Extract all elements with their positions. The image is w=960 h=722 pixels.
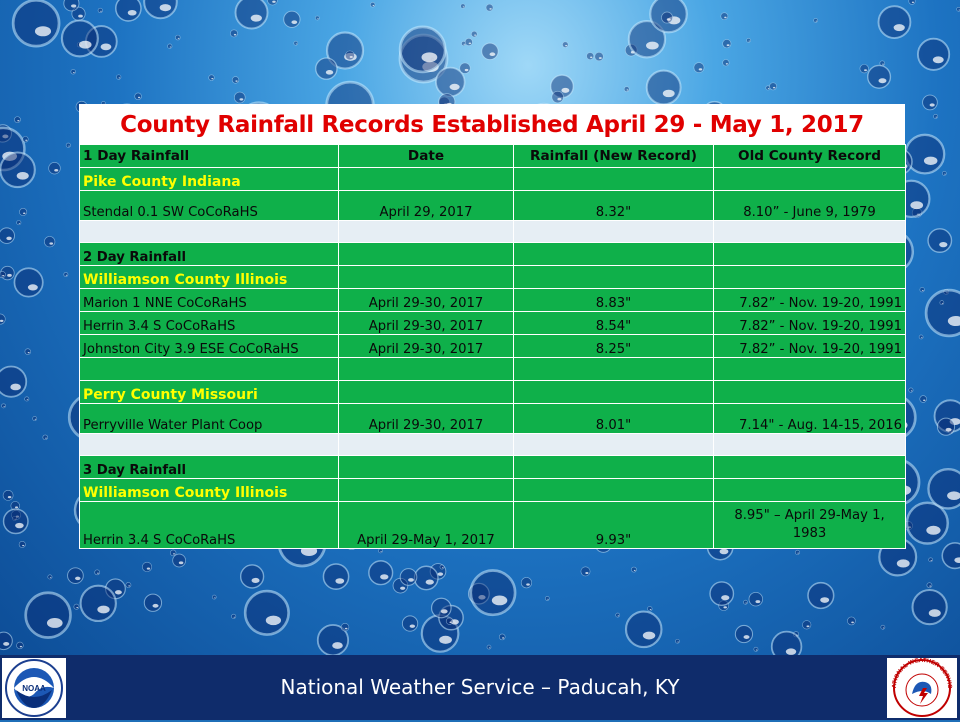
- droplet: [860, 64, 869, 73]
- droplet: [241, 565, 264, 588]
- nws-seal-icon: [887, 658, 957, 718]
- droplet: [487, 645, 491, 649]
- droplet: [926, 290, 960, 336]
- droplet: [626, 612, 661, 647]
- table-row: [80, 502, 906, 549]
- empty-cell: [514, 381, 714, 404]
- empty-cell: [339, 243, 514, 266]
- droplet: [808, 583, 834, 609]
- droplet: [232, 77, 239, 84]
- droplet: [234, 92, 245, 103]
- old-record-cell: 7.82” - Nov. 19-20, 1991: [714, 289, 906, 312]
- droplet: [49, 162, 61, 174]
- old-record-cell: 7.14" - Aug. 14-15, 2016: [714, 404, 906, 434]
- section-label: 2 Day Rainfall: [80, 243, 339, 266]
- droplet: [33, 416, 37, 420]
- table-row: [80, 243, 906, 266]
- droplet: [802, 621, 811, 630]
- droplet: [940, 301, 944, 305]
- date-cell: April 29-May 1, 2017: [339, 502, 514, 549]
- droplet: [0, 314, 5, 324]
- droplet: [62, 20, 98, 56]
- table-row: [80, 168, 906, 191]
- empty-cell: [339, 434, 514, 456]
- table-row: [80, 289, 906, 312]
- droplet: [212, 595, 216, 599]
- date-cell: April 29-30, 2017: [339, 335, 514, 358]
- droplet: [236, 0, 268, 29]
- droplet: [209, 75, 215, 81]
- date-cell: April 29-30, 2017: [339, 404, 514, 434]
- section-label: 3 Day Rainfall: [80, 456, 339, 479]
- droplet: [675, 639, 679, 643]
- empty-cell: [339, 381, 514, 404]
- droplet: [432, 598, 452, 618]
- droplet: [26, 593, 71, 638]
- empty-cell: [514, 434, 714, 456]
- droplet: [909, 388, 913, 392]
- empty-cell: [514, 479, 714, 502]
- droplet: [144, 0, 177, 18]
- droplet: [879, 6, 911, 38]
- empty-cell: [339, 168, 514, 191]
- droplet: [942, 171, 946, 175]
- droplet: [370, 2, 375, 7]
- droplet: [471, 570, 515, 614]
- droplet: [23, 136, 29, 142]
- table-row-blank: [80, 434, 906, 456]
- rain-cell: 8.32": [514, 191, 714, 221]
- droplet: [175, 35, 180, 40]
- table-row: [80, 404, 906, 434]
- droplet: [647, 71, 681, 105]
- droplet: [25, 397, 29, 401]
- droplet: [868, 65, 891, 88]
- table-header-row: [80, 145, 906, 168]
- rain-cell: 9.93": [514, 502, 714, 549]
- droplet: [920, 396, 927, 403]
- empty-cell: [714, 479, 906, 502]
- droplet: [4, 509, 28, 533]
- droplet: [923, 95, 938, 110]
- station-cell: Stendal 0.1 SW CoCoRaHS: [80, 191, 339, 221]
- header-cell: Old County Record: [714, 145, 906, 168]
- droplet: [19, 208, 26, 215]
- droplet: [116, 75, 121, 80]
- droplet: [230, 30, 237, 37]
- noaa-seal-icon: [2, 658, 66, 718]
- table-row: [80, 335, 906, 358]
- droplet: [436, 68, 465, 97]
- droplet: [465, 38, 472, 45]
- droplet: [462, 41, 466, 45]
- droplet: [0, 228, 15, 244]
- droplet: [723, 60, 730, 67]
- droplet: [316, 58, 337, 79]
- droplet: [446, 618, 453, 625]
- records-table-container: [79, 104, 905, 549]
- droplet: [486, 4, 493, 11]
- table-row: [80, 312, 906, 335]
- droplet: [68, 568, 84, 584]
- footer-text: National Weather Service – Paducah, KY: [280, 675, 680, 699]
- droplet: [170, 550, 176, 556]
- rain-cell: 8.83": [514, 289, 714, 312]
- droplet: [415, 566, 438, 589]
- droplet: [552, 91, 564, 103]
- empty-cell: [514, 221, 714, 243]
- droplet: [747, 38, 751, 42]
- table-row-blank: [80, 221, 906, 243]
- droplet: [3, 490, 13, 500]
- droplet: [919, 335, 923, 339]
- droplet: [909, 0, 915, 4]
- droplet: [562, 42, 568, 48]
- droplet: [95, 570, 100, 575]
- table-row: [80, 266, 906, 289]
- empty-cell: [80, 358, 339, 381]
- droplet: [378, 549, 382, 553]
- empty-cell: [339, 221, 514, 243]
- droplet: [345, 51, 354, 60]
- empty-cell: [339, 456, 514, 479]
- droplet: [173, 554, 186, 567]
- droplet: [735, 625, 752, 642]
- droplet: [749, 592, 763, 606]
- droplet: [294, 41, 298, 45]
- droplet: [942, 543, 960, 569]
- station-cell: Johnston City 3.9 ESE CoCoRaHS: [80, 335, 339, 358]
- empty-cell: [714, 381, 906, 404]
- page-title: County Rainfall Records Established April 29 - May 1, 2017: [79, 104, 905, 144]
- droplet: [14, 117, 20, 123]
- droplet: [460, 63, 471, 74]
- droplet: [440, 565, 444, 569]
- droplet: [25, 349, 31, 355]
- noaa-text: NOAA: [22, 684, 46, 693]
- droplet: [64, 0, 79, 11]
- droplet: [934, 114, 938, 118]
- droplet: [135, 93, 142, 100]
- droplet: [0, 271, 5, 277]
- droplet: [721, 13, 728, 20]
- droplet: [43, 435, 48, 440]
- droplet: [929, 558, 933, 562]
- header-cell: 1 Day Rainfall: [80, 145, 339, 168]
- empty-cell: [714, 456, 906, 479]
- empty-cell: [514, 358, 714, 381]
- droplet: [710, 582, 733, 605]
- droplet: [245, 591, 288, 634]
- empty-cell: [80, 434, 339, 456]
- droplet: [587, 53, 594, 60]
- rain-cell: 8.25": [514, 335, 714, 358]
- empty-cell: [714, 434, 906, 456]
- droplet: [937, 418, 954, 435]
- droplet: [769, 83, 776, 90]
- droplet: [957, 7, 960, 11]
- droplet: [754, 647, 758, 651]
- droplet: [116, 0, 141, 21]
- droplet: [74, 604, 79, 609]
- droplet: [631, 567, 636, 572]
- droplet: [920, 287, 925, 292]
- droplet: [461, 4, 466, 9]
- empty-cell: [514, 168, 714, 191]
- footer-bar: [0, 655, 960, 720]
- date-cell: April 29, 2017: [339, 191, 514, 221]
- droplet: [64, 272, 68, 276]
- droplet: [1, 404, 5, 408]
- empty-cell: [514, 243, 714, 266]
- table-row: [80, 456, 906, 479]
- county-label: Perry County Missouri: [80, 381, 339, 404]
- table-row: [80, 191, 906, 221]
- droplet: [144, 594, 161, 611]
- droplet: [0, 367, 26, 397]
- droplet: [647, 606, 652, 611]
- droplet: [521, 577, 531, 587]
- old-record-cell: 7.82” - Nov. 19-20, 1991: [714, 335, 906, 358]
- droplet: [913, 590, 947, 624]
- old-record-cell: 7.82” - Nov. 19-20, 1991: [714, 312, 906, 335]
- rain-cell: 8.01": [514, 404, 714, 434]
- droplet: [499, 634, 505, 640]
- table-row: [80, 381, 906, 404]
- droplet: [907, 503, 948, 544]
- droplet: [369, 561, 393, 585]
- empty-cell: [714, 358, 906, 381]
- droplet: [284, 11, 300, 27]
- droplet: [772, 632, 802, 655]
- noaa-logo: [2, 658, 66, 718]
- droplet: [14, 268, 42, 296]
- empty-cell: [514, 456, 714, 479]
- station-cell: Herrin 3.4 S CoCoRaHS: [80, 502, 339, 549]
- empty-cell: [339, 479, 514, 502]
- droplet: [881, 625, 885, 629]
- droplet: [847, 617, 855, 625]
- empty-cell: [339, 266, 514, 289]
- droplet: [400, 27, 445, 72]
- station-cell: Herrin 3.4 S CoCoRaHS: [80, 312, 339, 335]
- old-record-cell: 8.95" – April 29-May 1, 1983: [714, 502, 906, 549]
- table-row: [80, 479, 906, 502]
- empty-cell: [514, 266, 714, 289]
- droplet: [927, 583, 932, 588]
- rainfall-records-table: [79, 144, 906, 549]
- droplet: [402, 616, 417, 631]
- droplet: [315, 16, 319, 20]
- droplet: [814, 18, 818, 22]
- droplet: [71, 69, 76, 74]
- county-label: Pike County Indiana: [80, 168, 339, 191]
- station-cell: Marion 1 NNE CoCoRaHS: [80, 289, 339, 312]
- droplet: [743, 600, 747, 604]
- droplet: [98, 8, 103, 13]
- droplet: [19, 541, 25, 547]
- date-cell: April 29-30, 2017: [339, 289, 514, 312]
- droplet: [471, 31, 477, 37]
- droplet: [795, 550, 799, 554]
- droplet: [267, 0, 277, 5]
- droplet: [168, 44, 172, 48]
- droplet: [400, 569, 417, 586]
- county-label: Williamson County Illinois: [80, 266, 339, 289]
- droplet: [341, 623, 349, 631]
- droplet: [545, 596, 549, 600]
- nws-arc-text: ATIONAL WEATHER SERVIC: [891, 658, 953, 689]
- droplet: [624, 87, 629, 92]
- rain-cell: 8.54": [514, 312, 714, 335]
- droplet: [323, 564, 348, 589]
- table-row-empty: [80, 358, 906, 381]
- empty-cell: [80, 221, 339, 243]
- empty-cell: [714, 243, 906, 266]
- droplet: [16, 642, 23, 649]
- droplet: [581, 567, 590, 576]
- empty-cell: [714, 221, 906, 243]
- droplet: [918, 39, 949, 70]
- county-label: Williamson County Illinois: [80, 479, 339, 502]
- droplet: [616, 613, 620, 617]
- droplet: [0, 632, 12, 649]
- old-record-cell: 8.10” - June 9, 1979: [714, 191, 906, 221]
- droplet: [142, 562, 151, 571]
- droplet: [126, 582, 131, 587]
- header-cell: Date: [339, 145, 514, 168]
- droplet: [595, 52, 604, 61]
- empty-cell: [339, 358, 514, 381]
- nws-logo: [887, 658, 957, 718]
- date-cell: April 29-30, 2017: [339, 312, 514, 335]
- droplet: [694, 63, 704, 73]
- station-cell: Perryville Water Plant Coop: [80, 404, 339, 434]
- droplet: [662, 12, 673, 23]
- droplet: [928, 469, 960, 508]
- empty-cell: [714, 168, 906, 191]
- droplet: [13, 0, 59, 46]
- droplet: [81, 586, 116, 621]
- droplet: [48, 575, 52, 579]
- droplet: [231, 614, 235, 618]
- droplet: [17, 220, 21, 224]
- droplet: [723, 39, 731, 47]
- droplet: [482, 43, 498, 59]
- droplet: [44, 236, 55, 247]
- header-cell: Rainfall (New Record): [514, 145, 714, 168]
- droplet: [0, 152, 35, 187]
- droplet: [928, 229, 951, 252]
- droplet: [66, 143, 70, 147]
- empty-cell: [714, 266, 906, 289]
